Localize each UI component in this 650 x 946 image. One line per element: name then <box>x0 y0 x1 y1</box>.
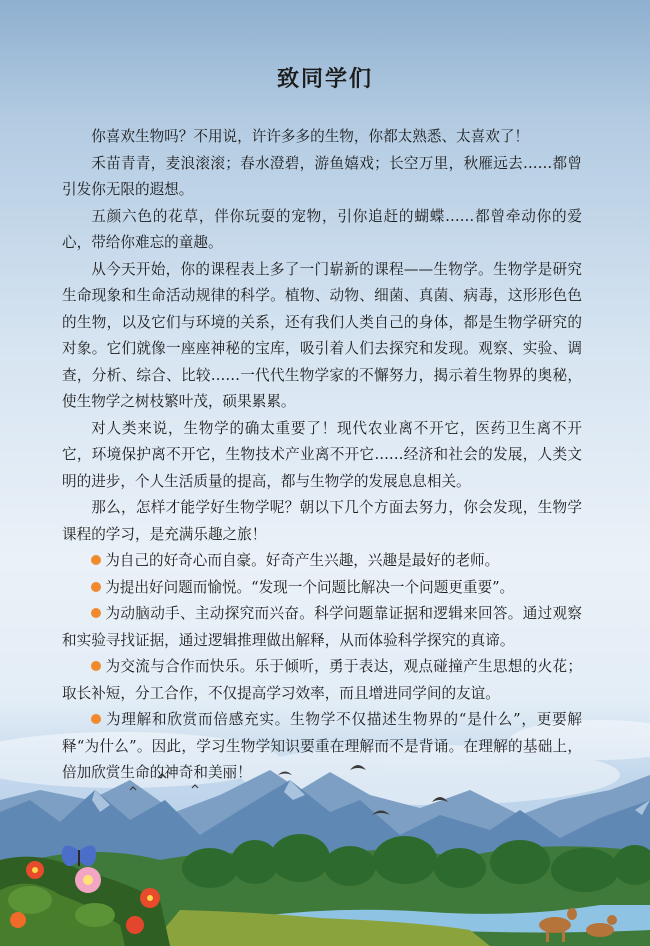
body-text <box>62 124 582 787</box>
bullet-item <box>62 707 582 787</box>
bullet-dot-icon <box>91 608 101 618</box>
paragraph: 禾苗青青，麦浪滚滚；春水澄碧，游鱼嬉戏；长空万里，秋雁远去……都曾引发你无限的遐想。 <box>62 154 582 198</box>
bullet-item <box>62 575 582 602</box>
paragraph: 五颜六色的花草，伴你玩耍的宠物，引你追赶的蝴蝶……都曾牵动你的爱心，带给你难忘的童趣。 <box>62 207 582 251</box>
bullet-text: 为动脑动手、主动探究而兴奋。科学问题靠证据和逻辑来回答。通过观察和实验寻找证据，通过逻辑推理做出解释，从而体验科学探究的真谛。 <box>62 605 582 649</box>
bullet-dot-icon <box>91 714 101 724</box>
bullet-text: 为自己的好奇心而自豪。好奇产生兴趣，兴趣是最好的老师。 <box>105 552 500 569</box>
paragraph: 你喜欢生物吗？不用说，许许多多的生物，你都太熟悉、太喜欢了！ <box>91 128 530 145</box>
bullet-text: 为提出好问题而愉悦。“发现一个问题比解决一个问题更重要”。 <box>105 578 515 596</box>
paragraph: 那么，怎样才能学好生物学呢？朝以下几个方面去努力，你会发现，生物学课程的学习，是充满乐趣之旅！ <box>62 499 582 543</box>
bullet-item <box>62 601 582 654</box>
bullet-item <box>62 654 582 707</box>
bullet-item <box>62 548 582 575</box>
bullet-dot-icon <box>91 582 101 592</box>
bullet-dot-icon <box>91 661 101 671</box>
paragraph: 对人类来说，生物学的确太重要了！现代农业离不开它，医药卫生离不开它，环境保护离不开它，生物技术产业离不开它……经济和社会的发展，人类文明的进步，个人生活质量的提高，都与生物学的发展息息相关。 <box>62 419 582 490</box>
bullet-dot-icon <box>91 555 101 565</box>
paragraph: 从今天开始，你的课程表上多了一门崭新的课程——生物学。生物学是研究生命现象和生命活动规律的科学。植物、动物、细菌、真菌、病毒，这形形色色的生物，以及它们与环境的关系，还有我们人类自己的身体，都是生物学研究的对象。它们就像一座座神秘的宝库，吸引着人们去探究和发现。观察、实验、调查，分析、综合、比较……一代代生物学家的不懈努力，揭示着生物界的奥秘，使生物学之树枝繁叶茂，硕果累累。 <box>62 260 582 410</box>
bullet-text: 为交流与合作而快乐。乐于倾听，勇于表达，观点碰撞产生思想的火花；取长补短，分工合作，不仅提高学习效率，而且增进同学间的友谊。 <box>62 658 582 702</box>
page-title: 致同学们 <box>276 67 373 92</box>
bullet-text: 为理解和欣赏而倍感充实。生物学不仅描述生物界的“是什么”，更要解释“为什么”。因此，学习生物学知识要重在理解而不是背诵。在理解的基础上，倍加欣赏生命的神奇和美丽！ <box>62 711 582 781</box>
